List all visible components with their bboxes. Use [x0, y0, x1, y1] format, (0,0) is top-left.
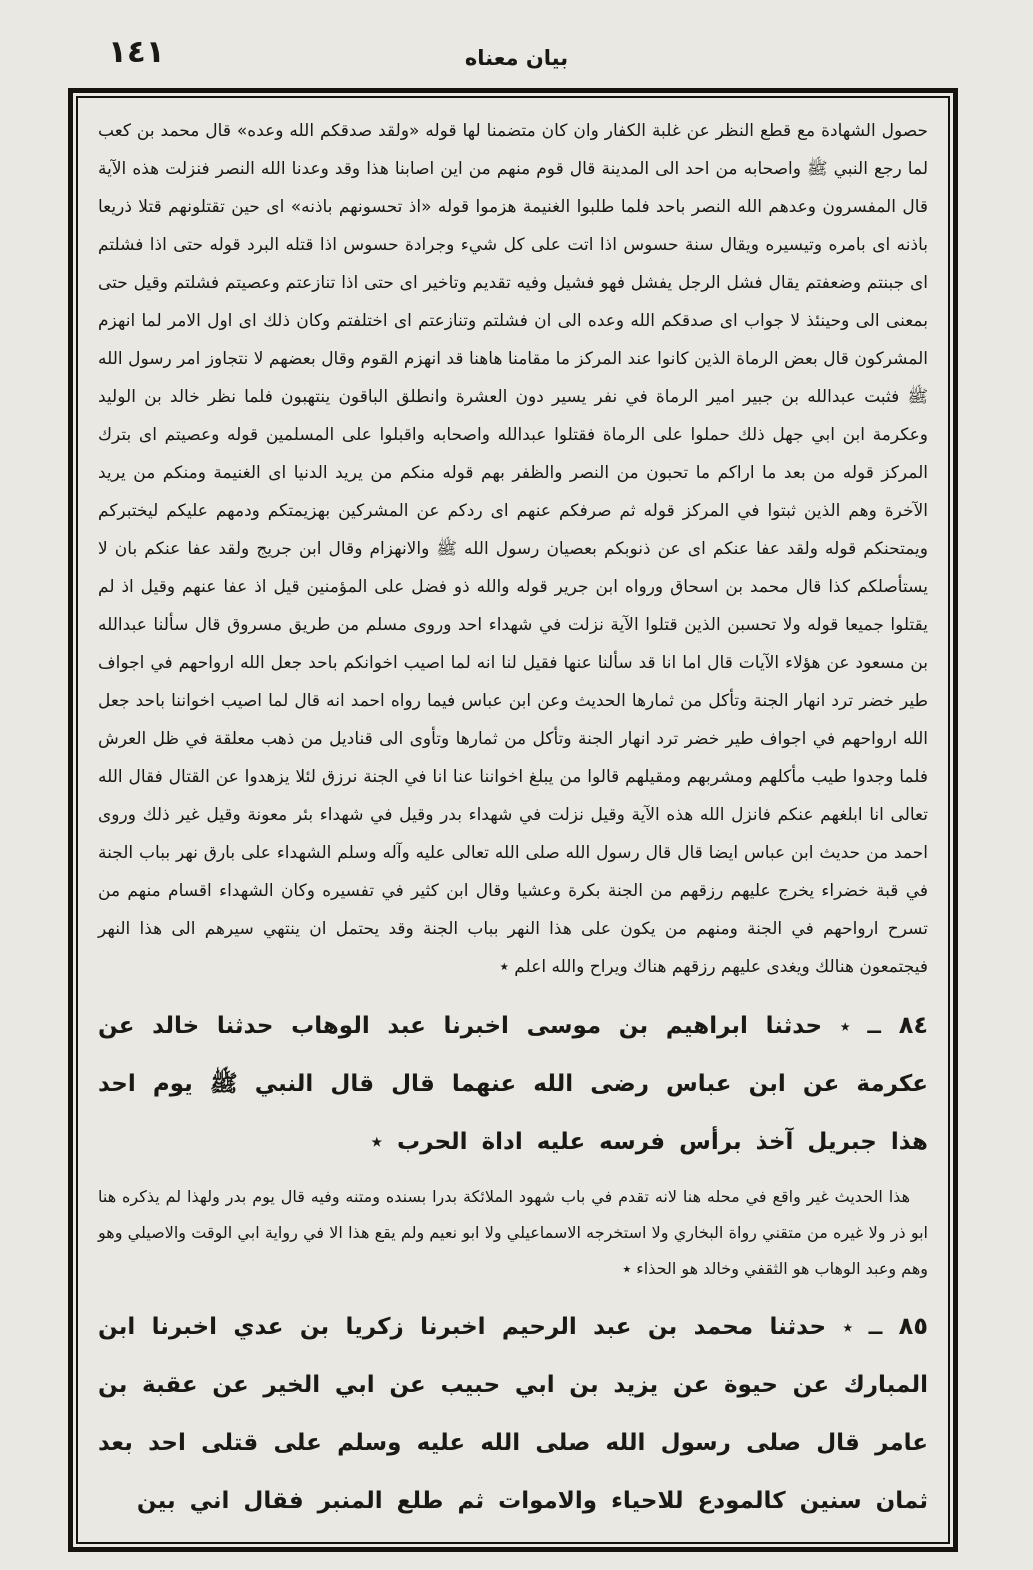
page-number: ١٤١ — [108, 34, 165, 70]
text-frame — [76, 96, 950, 1544]
text-frame-border — [68, 88, 958, 1552]
main-commentary: حصول الشهادة مع قطع النظر عن غلبة الكفار وان كان متضمنا لها قوله «ولقد صدقكم الله وعده» قال محمد بن كعب لما رجع النبي ﷺ واصحابه من احد الى المدينة قال قوم منهم من اين اصابنا هذا وقد وعدنا الله النصر فنزلت هذه الآية قال المفسرون وعدهم الله النصر باحد فلما طلبوا الغنيمة هزموا قوله «اذ تحسونهم باذنه» اى حين تقتلونهم قتلا ذريعا باذنه اى بامره وتيسيره ويقال سنة حسوس اذا اتت على كل شيء وجرادة حسوس اذا قتله البرد قوله حتى اذا فشلتم اى جبنتم وضعفتم يقال فشل الرجل يفشل فهو فشيل وفيه تقديم وتاخير اى حتى اذا تنازعتم وعصيتم فشلتم وقيل حتى بمعنى الى وحينئذ لا جواب اى صدقكم الله وعده الى ان فشلتم وتنازعتم اى اختلفتم وكان ذلك اى اول الامر لما انهزم المشركون قال بعض الرماة الذين كانوا عند المركز ما مقامنا هاهنا قد انهزم القوم وقال بعضهم لا نتجاوز امر رسول الله ﷺ فثبت عبدالله بن جبير امير الرماة في نفر يسير دون العشرة وانطلق الباقون ينتهبون فلما نظر خالد بن الوليد وعكرمة ابن ابي جهل ذلك حملوا على الرماة فقتلوا عبدالله واصحابه واقبلوا على المسلمين قوله وعصيتم اى بترك المركز قوله من بعد ما اراكم ما تحبون من النصر والظفر بهم قوله منكم من يريد الدنيا اى الغنيمة ومنكم من يريد الآخرة وهم الذين ثبتوا في المركز قوله ثم صرفكم عنهم اى ردكم عن المشركين بهزيمتكم ودمهم عليكم ليختبركم ويمتحنكم قوله ولقد عفا عنكم اى عن ذنوبكم بعصيان رسول الله ﷺ والانهزام وقال ابن جريج ولقد عفا عنكم بان لا يستأصلكم كذا قال محمد بن اسحاق ورواه ابن جرير قوله والله ذو فضل على المؤمنين قيل اذ عفا عنهم وقيل اذ لم يقتلوا جميعا قوله ولا تحسبن الذين قتلوا الآية نزلت في شهداء احد وروى مسلم من طريق مسروق قال سألنا عبدالله بن مسعود عن هؤلاء الآيات قال اما انا قد سألنا عنها فقيل لنا انه لما اصيب اخوانكم باحد جعل الله ارواحهم في اجواف طير خضر ترد انهار الجنة وتأكل من ثمارها الحديث وعن ابن عباس فيما رواه احمد انه قال لما اصيب اخواننا باحد جعل الله ارواحهم في اجواف طير خضر ترد انهار الجنة وتأكل من ثمارها وتأوى الى قناديل من ذهب معلقة في ظل العرش فلما وجدوا طيب مأكلهم ومشربهم ومقيلهم قالوا من يبلغ اخواننا عنا انا في الجنة نرزق لئلا يزهدوا عن القتال فقال الله تعالى انا ابلغهم عنكم فانزل الله هذه الآية وقيل نزلت في شهداء بدر وقيل في شهداء بئر معونة وقيل غير ذلك وروى احمد من حديث ابن عباس ايضا قال قال رسول الله صلى الله تعالى عليه وآله وسلم الشهداء على بارق نهر بباب الجنة في قبة خضراء يخرج عليهم رزقهم من الجنة بكرة وعشيا وقال ابن كثير في تفسيره وكان الشهداء اقسام منهم من تسرح ارواحهم في الجنة ومنهم من يكون على هذا النهر بباب الجنة وقد يحتمل ان ينتهي سيرهم الى هذا النهر فيجتمعون هنالك ويغدى عليهم رزقهم هناك ويراح والله اعلم ٭ — [98, 121, 928, 977]
hadith-84 — [98, 996, 928, 1171]
page-header-title: بيان معناه — [464, 46, 569, 70]
hadith-84-separator: ــ ٭ — [839, 1014, 882, 1038]
note-after-hadith-84: هذا الحديث غير واقع في محله هنا لانه تقدم في باب شهود الملائكة بدرا بسنده ومتنه وفيه قال يوم بدر ولهذا لم يذكره هنا ابو ذر ولا غيره من متقني رواة البخاري ولا استخرجه الاسماعيلي ولا ابو نعيم ولم يقع هذا الا في رواية ابي الوقت والاصيلي وهو وهم وعبد الوهاب هو الثقفي وخالد هو الحذاء ٭ — [98, 1187, 928, 1278]
hadith-85-number: ٨٥ — [898, 1312, 928, 1340]
hadith-85-text: حدثنا محمد بن عبد الرحيم اخبرنا زكريا بن عدي اخبرنا ابن المبارك عن حيوة عن يزيد بن ابي حبيب عن ابي الخير عن عقبة بن عامر قال صلى رسول الله صلى الله عليه وسلم على قتلى احد بعد ثمان سنين كالمودع للاحياء والاموات ثم طلع المنبر فقال اني بين — [98, 1314, 928, 1514]
hadith-84-number: ٨٤ — [898, 1011, 928, 1039]
hadith-84-text: حدثنا ابراهيم بن موسى اخبرنا عبد الوهاب حدثنا خالد عن عكرمة عن ابن عباس رضى الله عنهما قال قال النبي ﷺ يوم احد هذا جبريل آخذ برأس فرسه عليه اداة الحرب ٭ — [98, 1013, 928, 1155]
page-header — [0, 0, 1033, 88]
hadith-85 — [98, 1297, 928, 1530]
hadith-85-separator: ــ ٭ — [842, 1315, 883, 1339]
